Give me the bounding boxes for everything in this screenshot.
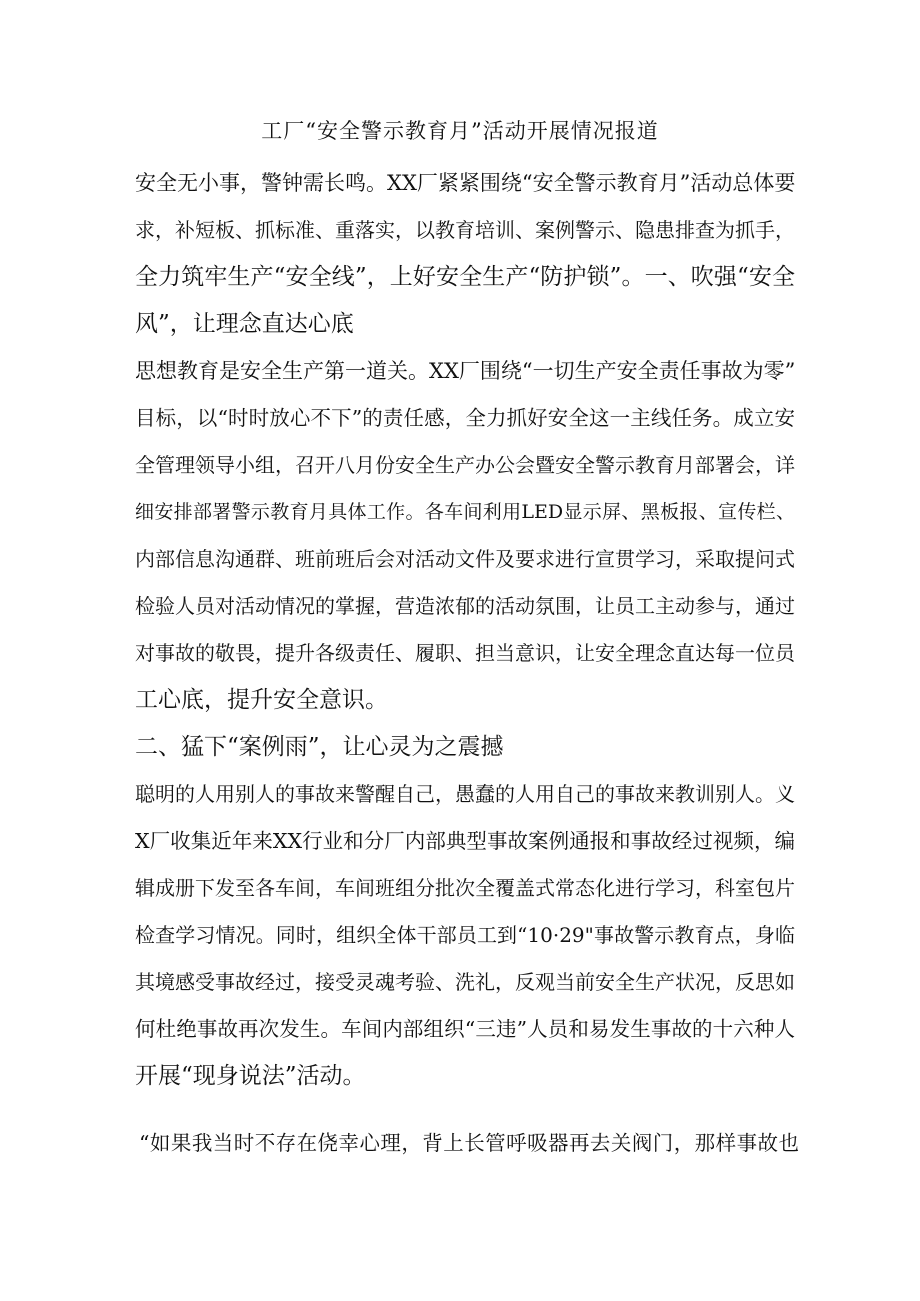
paragraph-2-line-1: 思想教育是安全生产第一道关。XX厂围绕“一切生产安全责任事故为零” [135, 359, 796, 383]
paragraph-2-line-8: 工心底，提升安全意识。 [135, 687, 388, 713]
paragraph-1-line-1: 安全无小事，警钟需长鸣。XX厂紧紧围绕“安全警示教育月”活动总体要 [135, 171, 796, 195]
paragraph-2-line-2: 目标，以“时时放心不下”的责任感，全力抓好安全这一主线任务。成立安 [135, 406, 795, 430]
paragraph-2-line-7: 对事故的敬畏，提升各级责任、履职、担当意识，让安全理念直达每一位员 [135, 641, 795, 665]
paragraph-3-line-3: 辑成册下发至各车间，车间班组分批次全覆盖式常态化进行学习，科室包片 [135, 876, 795, 900]
paragraph-3-line-1: 聪明的人用别人的事故来警醒自己，愚蠢的人用自己的事故来教训别人。义 [135, 782, 795, 806]
paragraph-2-line-4: 细安排部署警示教育月具体工作。各车间利用LED显示屏、黑板报、宣传栏、 [135, 501, 795, 523]
paragraph-1-line-3: 全力筑牢生产“安全线”，上好安全生产“防护锁”。一、吹强“安全 [135, 264, 795, 290]
document-title: 工厂“安全警示教育月”活动开展情况报道 [261, 119, 659, 143]
paragraph-3-line-5: 其境感受事故经过，接受灵魂考验、洗礼，反观当前安全生产状况，反思如 [135, 970, 795, 994]
paragraph-1-line-2: 求，补短板、抓标准、重落实，以教育培训、案例警示、隐患排查为抓手， [135, 218, 795, 242]
paragraph-3-line-4: 检查学习情况。同时，组织全体干部员工到“10·29"事故警示教育点，身临 [135, 923, 795, 947]
paragraph-3-line-7: 开展“现身说法”活动。 [135, 1063, 366, 1089]
paragraph-2-line-3: 全管理领导小组，召开八月份安全生产办公会暨安全警示教育月部署会，详 [135, 453, 795, 477]
paragraph-1-line-4: 风”，让理念直达心底 [135, 311, 354, 337]
paragraph-2-line-5: 内部信息沟通群、班前班后会对活动文件及要求进行宣贯学习，采取提问式 [135, 547, 795, 571]
paragraph-2-line-6: 检验人员对活动情况的掌握，营造浓郁的活动氛围，让员工主动参与，通过 [135, 594, 795, 618]
paragraph-3-line-6: 何杜绝事故再次发生。车间内部组织“三违”人员和易发生事故的十六种人 [135, 1017, 795, 1041]
quote-line-1: “如果我当时不存在侥幸心理，背上长管呼吸器再去关阀门，那样事故也 [139, 1131, 799, 1155]
section-heading: 二、猛下“案例雨”，让心灵为之震撼 [135, 734, 504, 760]
paragraph-3-line-2: X厂收集近年来XX行业和分厂内部典型事故案例通报和事故经过视频，编 [135, 829, 795, 853]
